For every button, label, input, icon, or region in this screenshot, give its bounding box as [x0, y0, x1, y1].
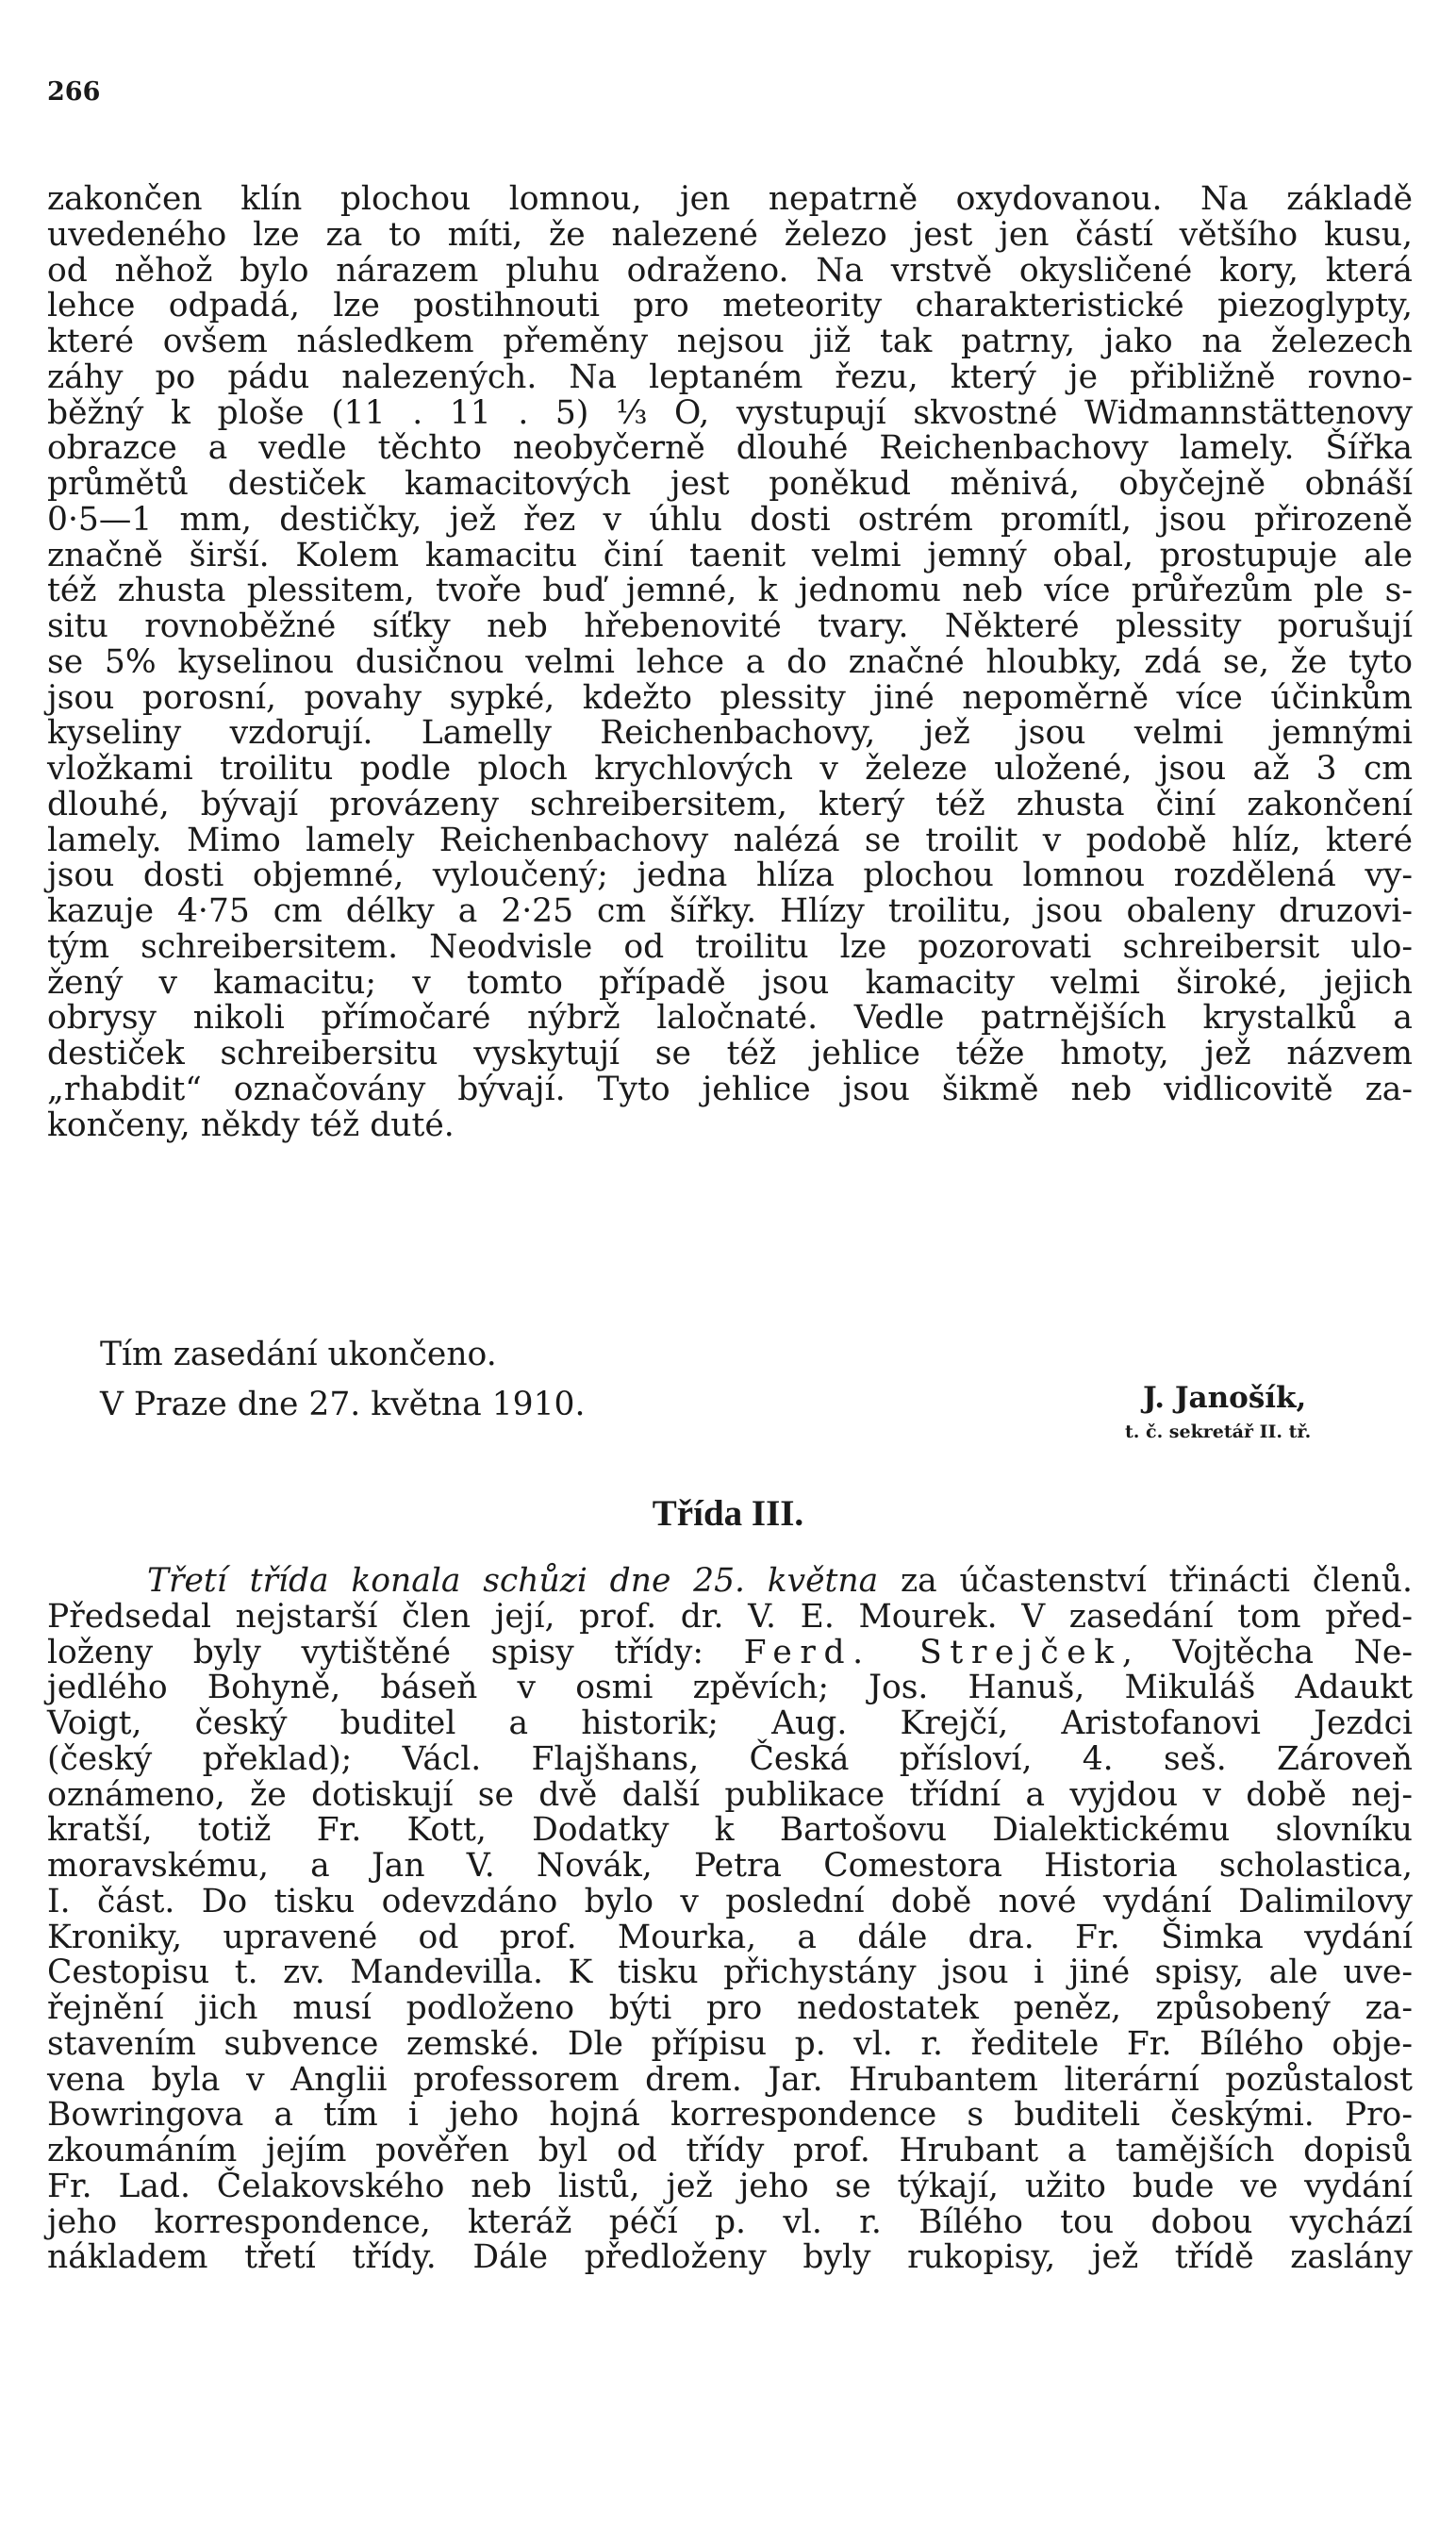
closing-line-session-ended: Tím zasedání ukončeno. — [100, 1336, 497, 1373]
paragraph1-line: záhy po pádu nalezených. Na leptaném řezu, který je přibližně rovno- — [47, 357, 1413, 396]
paragraph2-line: Kroniky, upravené od prof. Mourka, a dále dra. Fr. Šimka vydání — [47, 1918, 1413, 1956]
paragraph1-line: jsou porosní, povahy sypké, kdežto plessity jiné nepoměrně více účinkům — [47, 678, 1413, 717]
paragraph2-line: stavením subvence zemské. Dle přípisu p. vl. r. ředitele Fr. Bílého obje- — [47, 2024, 1413, 2063]
paragraph1-line: tým schreibersitem. Neodvisle od troilitu lze pozorovati schreibersit ulo- — [47, 927, 1413, 966]
paragraph2-line: zkoumáním jejím pověřen byl od třídy prof. Hrubant a tamějších dopisů — [47, 2132, 1413, 2169]
paragraph-meteorite-description — [47, 182, 1413, 1143]
paragraph2-line: Fr. Lad. Čelakovského neb listů, jež jeho se týkají, užito bude ve vydání — [47, 2167, 1413, 2205]
paragraph2-line — [47, 1564, 1413, 1600]
paragraph1-line: lehce odpadá, lze postihnouti pro meteority charakteristické piezoglypty, — [47, 287, 1413, 325]
paragraph2-line: Bowringova a tím i jeho hojná korrespondence s buditeli českými. Pro- — [47, 2096, 1413, 2135]
line-fragment: za účastenství třinácti členů. — [878, 1562, 1413, 1600]
paragraph2-line: jedlého Bohyně, báseň v osmi zpěvích; Jos. Hanuš, Mikuláš Adaukt — [47, 1669, 1413, 1707]
paragraph2-line — [47, 1633, 1413, 1671]
paragraph1-line: od něhož bylo nárazem pluhu odraženo. Na vrstvě okysličené kory, která — [47, 251, 1413, 290]
paragraph2-line: oznámeno, že dotiskují se dvě další publikace třídní a vyjdou v době nej- — [47, 1775, 1413, 1814]
paragraph1-line: kazuje 4·75 cm délky a 2·25 cm šířky. Hlízy troilitu, jsou obaleny druzovi- — [47, 892, 1413, 930]
paragraph1-line: též zhusta plessitem, tvoře buď jemné, k jednomu neb více průřezům ple s- — [47, 572, 1413, 610]
author-name-spaced: Ferd. Strejček — [743, 1633, 1122, 1671]
paragraph1-line: žený v kamacitu; v tomto případě jsou kamacity velmi široké, jejich — [47, 963, 1413, 1002]
paragraph1-line: situ rovnoběžné síťky neb hřebenovité tvary. Některé plessity porušují — [47, 607, 1413, 645]
paragraph1-line: běžný k ploše (11 . 11 . 5) ⅓ O, vystupují skvostné Widmannstättenovy — [47, 393, 1413, 432]
paragraph2-line: Cestopisu t. zv. Mandevilla. K tisku přichystány jsou i jiné spisy, ale uve- — [47, 1953, 1413, 1992]
paragraph2-line: I. část. Do tisku odevzdáno bylo v poslední době nové vydání Dalimilovy — [47, 1882, 1413, 1920]
paragraph2-line: (český překlad); Václ. Flajšhans, Česká přísloví, 4. seš. Zároveň — [47, 1739, 1413, 1778]
paragraph-class-three-session — [47, 1564, 1413, 2276]
paragraph2-line: jeho korrespondence, kteráž péčí p. vl. r. Bílého tou dobou vychází — [47, 2202, 1413, 2241]
paragraph1-line: vložkami troilitu podle ploch krychlových v železe uložené, jsou až 3 cm — [47, 750, 1413, 788]
paragraph1-line: „rhabdit“ označovány bývají. Tyto jehlice jsou šikmě neb vidlicovitě za- — [47, 1070, 1413, 1108]
paragraph2-line: vena byla v Anglii professorem drem. Jar. Hrubantem literární pozůstalost — [47, 2060, 1413, 2099]
closing-line-date: V Praze dne 27. května 1910. — [100, 1386, 586, 1423]
paragraph1-line: uvedeného lze za to míti, že nalezené železo jest jen částí většího kusu, — [47, 215, 1413, 254]
signature-title: t. č. sekretář II. tř. — [1125, 1421, 1312, 1442]
paragraph1-line: jsou dosti objemné, vyloučený; jedna hlíza plochou lomnou rozdělená vy- — [47, 856, 1413, 895]
paragraph2-line: Voigt, český buditel a historik; Aug. Krejčí, Aristofanovi Jezdci — [47, 1704, 1413, 1742]
paragraph1-line: obrysy nikoli přímočaré nýbrž laločnaté. Vedle patrnějších krystalků a — [47, 999, 1413, 1038]
paragraph1-line: lamely. Mimo lamely Reichenbachovy nalézá se troilit v podobě hlíz, které — [47, 821, 1413, 859]
paragraph1-line: 0·5—1 mm, destičky, jež řez v úhlu dosti ostrém promítl, jsou přirozeně — [47, 500, 1413, 539]
paragraph2-line: nákladem třetí třídy. Dále předloženy byly rukopisy, jež třídě zaslány — [47, 2238, 1413, 2277]
paragraph1-line: kyseliny vzdorují. Lamelly Reichenbachovy, jež jsou velmi jemnými — [47, 714, 1413, 753]
session-date-phrase: Třetí třída konala schůzi dne 25. května — [147, 1562, 879, 1600]
paragraph1-line: končeny, někdy též duté. — [47, 1105, 455, 1144]
paragraph1-line: značně širší. Kolem kamacitu činí taenit velmi jemný obal, prostupuje ale — [47, 536, 1413, 574]
page-number: 266 — [47, 77, 101, 107]
paragraph1-line: které ovšem následkem přeměny nejsou již tak patrny, jako na železech — [47, 323, 1413, 360]
paragraph2-line: kratší, totiž Fr. Kott, Dodatky k Bartošovu Dialektickému slovníku — [47, 1811, 1413, 1850]
paragraph1-line: se 5% kyselinou dusičnou velmi lehce a do značné hloubky, zdá se, že tyto — [47, 642, 1413, 681]
paragraph1-line: průmětů destiček kamacitových jest poněkud měnivá, obyčejně obnáší — [47, 465, 1413, 503]
paragraph1-line: destiček schreibersitu vyskytují se též jehlice téže hmoty, jež názvem — [47, 1035, 1413, 1072]
line-fragment: loženy byly vytištěné spisy třídy: — [47, 1633, 744, 1671]
section-heading: Třída III. — [652, 1493, 804, 1534]
paragraph2-line: moravskému, a Jan V. Novák, Petra Comestora Historia scholastica, — [47, 1847, 1413, 1885]
signature-name: J. Janošík, — [1143, 1381, 1307, 1415]
paragraph2-line: Předsedal nejstarší člen její, prof. dr. V. E. Mourek. V zasedání tom před- — [47, 1597, 1413, 1636]
paragraph1-line: zakončen klín plochou lomnou, jen nepatrně oxydovanou. Na základě — [47, 180, 1413, 218]
line-fragment: , Vojtěcha Ne- — [1121, 1633, 1413, 1671]
paragraph2-line: řejnění jich musí podloženo býti pro nedostatek peněz, způsobený za- — [47, 1989, 1413, 2027]
paragraph1-line: obrazce a vedle těchto neobyčerně dlouhé Reichenbachovy lamely. Šířka — [47, 429, 1413, 468]
paragraph1-line: dlouhé, bývají provázeny schreibersitem, který též zhusta činí zakončení — [47, 785, 1413, 823]
